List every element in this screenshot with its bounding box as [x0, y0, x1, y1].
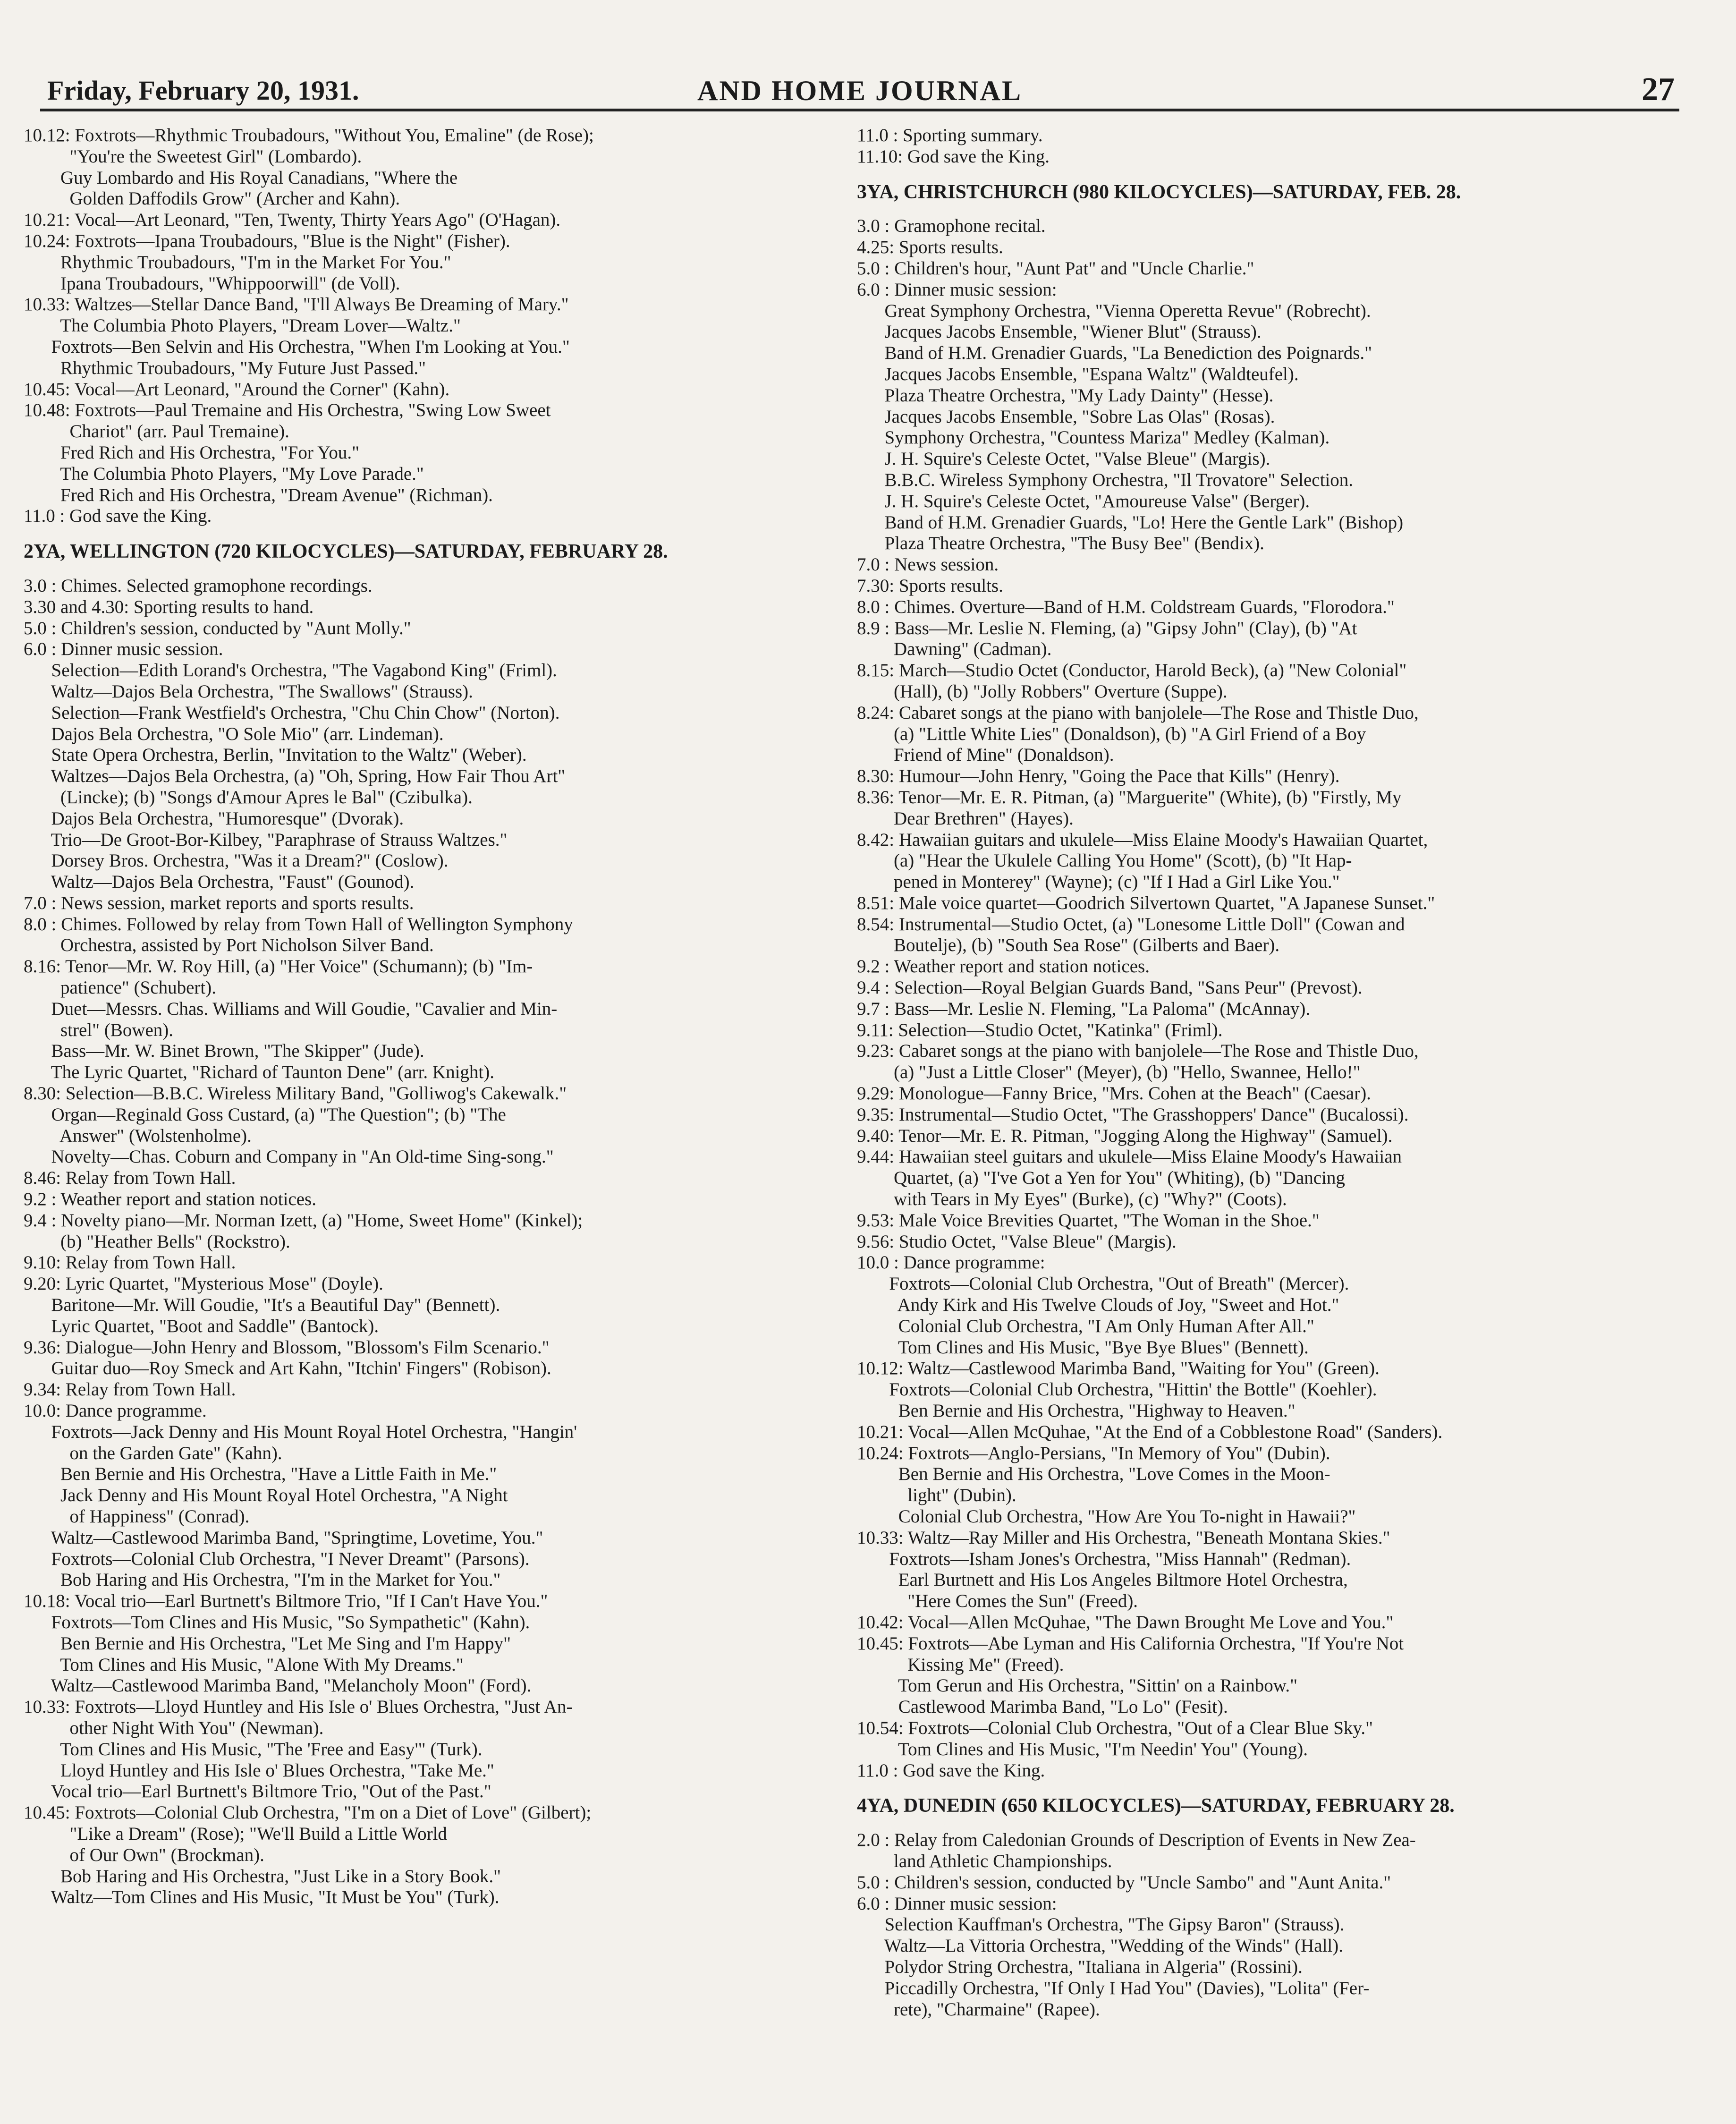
program-line: 10.24: Foxtrots—Anglo-Persians, "In Memory of You" (Dubin).	[857, 1443, 1330, 1463]
program-line: 10.42: Vocal—Allen McQuhae, "The Dawn Brought Me Love and You."	[857, 1612, 1394, 1632]
program-line: (a) "Just a Little Closer" (Meyer), (b) "Hello, Swannee, Hello!"	[857, 1062, 1361, 1083]
program-line: 9.53: Male Voice Brevities Quartet, "The Woman in the Shoe."	[857, 1210, 1320, 1231]
program-line: Tom Clines and His Music, "Bye Bye Blues" (Bennett).	[857, 1337, 1309, 1358]
program-line: 9.23: Cabaret songs at the piano with banjolele—The Rose and Thistle Duo,	[857, 1041, 1419, 1062]
program-line: J. H. Squire's Celeste Octet, "Valse Bleue" (Margis).	[857, 449, 1270, 469]
program-line: 6.0 : Dinner music session:	[857, 279, 1057, 300]
program-line: Tom Clines and His Music, "I'm Needin' You" (Young).	[857, 1739, 1308, 1759]
program-line: Tom Gerun and His Orchestra, "Sittin' on a Rainbow."	[857, 1675, 1298, 1696]
program-line: Band of H.M. Grenadier Guards, "Lo! Here the Gentle Lark" (Bishop)	[857, 512, 1404, 533]
program-line: 10.33: Waltz—Ray Miller and His Orchestra, "Beneath Montana Skies."	[857, 1527, 1390, 1548]
program-line: 9.7 : Bass—Mr. Leslie N. Fleming, "La Paloma" (McAnnay).	[857, 998, 1311, 1019]
program-line: Tom Clines and His Music, "Alone With My Dreams."	[24, 1654, 464, 1675]
program-line: 10.18: Vocal trio—Earl Burtnett's Biltmore Trio, "If I Can't Have You."	[24, 1591, 548, 1612]
program-line: 10.12: Foxtrots—Rhythmic Troubadours, "Without You, Emaline" (de Rose);	[24, 125, 594, 145]
program-line: "Like a Dream" (Rose); "We'll Build a Little World	[24, 1823, 447, 1844]
program-line: Guy Lombardo and His Royal Canadians, "Where the	[24, 167, 458, 188]
program-line: Foxtrots—Colonial Club Orchestra, "Out of Breath" (Mercer).	[857, 1274, 1349, 1294]
program-line: Bob Haring and His Orchestra, "I'm in the Market for You."	[24, 1570, 501, 1590]
program-line: 10.54: Foxtrots—Colonial Club Orchestra, "Out of a Clear Blue Sky."	[857, 1717, 1373, 1738]
program-line: 9.2 : Weather report and station notices.	[857, 956, 1150, 977]
program-line: Ipana Troubadours, "Whippoorwill" (de Voll).	[24, 273, 400, 294]
program-line: land Athletic Championships.	[857, 1851, 1112, 1871]
program-line: Novelty—Chas. Coburn and Company in "An Old-time Sing-song."	[24, 1147, 554, 1167]
program-line: 8.16: Tenor—Mr. W. Roy Hill, (a) "Her Voice" (Schumann); (b) "Im-	[24, 956, 533, 977]
program-line: 7.30: Sports results.	[857, 575, 1003, 596]
program-line: 10.0 : Dance programme:	[857, 1252, 1045, 1273]
program-line: 9.40: Tenor—Mr. E. R. Pitman, "Jogging Along the Highway" (Samuel).	[857, 1125, 1393, 1146]
program-line: Ben Bernie and His Orchestra, "Have a Little Faith in Me."	[24, 1464, 497, 1485]
program-line: 10.48: Foxtrots—Paul Tremaine and His Orchestra, "Swing Low Sweet	[24, 400, 551, 421]
program-line: Golden Daffodils Grow" (Archer and Kahn).	[24, 188, 400, 209]
program-line: of Our Own" (Brockman).	[24, 1844, 264, 1865]
program-line: 8.9 : Bass—Mr. Leslie N. Fleming, (a) "Gipsy John" (Clay), (b) "At	[857, 618, 1357, 638]
station-heading: 2YA, WELLINGTON (720 KILOCYCLES)—SATURDAY, FEBRUARY 28.	[24, 541, 668, 563]
program-line: 3.0 : Chimes. Selected gramophone recordings.	[24, 575, 373, 596]
program-line: J. H. Squire's Celeste Octet, "Amoureuse Valse" (Berger).	[857, 491, 1310, 511]
program-line: Waltz—Tom Clines and His Music, "It Must be You" (Turk).	[24, 1887, 500, 1908]
program-line: 10.45: Foxtrots—Colonial Club Orchestra, "I'm on a Diet of Love" (Gilbert);	[24, 1802, 592, 1823]
program-line: Orchestra, assisted by Port Nicholson Silver Band.	[24, 935, 434, 956]
program-line: 8.51: Male voice quartet—Goodrich Silvertown Quartet, "A Japanese Sunset."	[857, 892, 1435, 913]
program-line: 9.11: Selection—Studio Octet, "Katinka" (Friml).	[857, 1020, 1223, 1040]
program-line: Ben Bernie and His Orchestra, "Love Comes in the Moon-	[857, 1464, 1330, 1485]
program-line: 10.24: Foxtrots—Ipana Troubadours, "Blue is the Night" (Fisher).	[24, 230, 510, 251]
program-line: Jack Denny and His Mount Royal Hotel Orchestra, "A Night	[24, 1485, 508, 1506]
program-line: 9.20: Lyric Quartet, "Mysterious Mose" (Doyle).	[24, 1274, 383, 1294]
program-line: 5.0 : Children's hour, "Aunt Pat" and "Uncle Charlie."	[857, 258, 1254, 279]
program-line: Rhythmic Troubadours, "My Future Just Passed."	[24, 357, 426, 378]
program-line: The Columbia Photo Players, "Dream Lover—Waltz."	[24, 315, 461, 336]
program-line: 11.0 : God save the King.	[24, 506, 212, 527]
program-line: Piccadilly Orchestra, "If Only I Had You" (Davies), "Lolita" (Fer-	[857, 1978, 1370, 1998]
program-line: (a) "Little White Lies" (Donaldson), (b) "A Girl Friend of a Boy	[857, 723, 1366, 744]
program-line: Fred Rich and His Orchestra, "Dream Avenue" (Richman).	[24, 484, 493, 505]
program-line: Earl Burtnett and His Los Angeles Biltmore Hotel Orchestra,	[857, 1570, 1348, 1590]
program-line: (Lincke); (b) "Songs d'Amour Apres le Bal" (Czibulka).	[24, 787, 473, 807]
program-line: 11.0 : Sporting summary.	[857, 125, 1043, 145]
program-line: 10.33: Foxtrots—Lloyd Huntley and His Isle o' Blues Orchestra, "Just An-	[24, 1697, 573, 1717]
program-line: 7.0 : News session.	[857, 554, 999, 575]
program-line: 2.0 : Relay from Caledonian Grounds of Description of Events in New Zea-	[857, 1830, 1416, 1851]
program-line: 6.0 : Dinner music session:	[857, 1893, 1057, 1914]
program-line: Boutelje), (b) "South Sea Rose" (Gilberts and Baer).	[857, 935, 1280, 956]
program-line: 7.0 : News session, market reports and sports results.	[24, 892, 414, 913]
program-line: Dear Brethren" (Hayes).	[857, 808, 1074, 829]
program-line: 10.21: Vocal—Allen McQuhae, "At the End of a Cobblestone Road" (Sanders).	[857, 1421, 1443, 1442]
program-line: Jacques Jacobs Ensemble, "Espana Waltz" (Waldteufel).	[857, 364, 1299, 384]
program-line: Waltzes—Dajos Bela Orchestra, (a) "Oh, Spring, How Fair Thou Art"	[24, 766, 566, 787]
program-line: Bob Haring and His Orchestra, "Just Like in a Story Book."	[24, 1866, 501, 1886]
program-line: Ben Bernie and His Orchestra, "Highway to Heaven."	[857, 1401, 1296, 1421]
program-line: 9.2 : Weather report and station notices.	[24, 1189, 316, 1210]
program-line: 10.33: Waltzes—Stellar Dance Band, "I'll Always Be Dreaming of Mary."	[24, 294, 569, 315]
program-line: 8.0 : Chimes. Followed by relay from Town Hall of Wellington Symphony	[24, 914, 573, 935]
program-line: 8.42: Hawaiian guitars and ukulele—Miss Elaine Moody's Hawaiian Quartet,	[857, 829, 1428, 850]
program-line: 8.0 : Chimes. Overture—Band of H.M. Coldstream Guards, "Florodora."	[857, 596, 1395, 617]
program-line: Duet—Messrs. Chas. Williams and Will Goudie, "Cavalier and Min-	[24, 998, 558, 1019]
program-line: of Happiness" (Conrad).	[24, 1506, 250, 1527]
program-line: 10.0: Dance programme.	[24, 1401, 207, 1421]
program-line: with Tears in My Eyes" (Burke), (c) "Why?" (Coots).	[857, 1189, 1287, 1210]
program-line: Plaza Theatre Orchestra, "My Lady Dainty" (Hesse).	[857, 385, 1274, 406]
program-line: The Lyric Quartet, "Richard of Taunton Dene" (arr. Knight).	[24, 1062, 494, 1083]
issue-date: Friday, February 20, 1931.	[47, 75, 359, 106]
program-line: Castlewood Marimba Band, "Lo Lo" (Fesit).	[857, 1697, 1228, 1717]
program-line: 8.30: Selection—B.B.C. Wireless Military Band, "Golliwog's Cakewalk."	[24, 1083, 567, 1104]
program-line: 5.0 : Children's session, conducted by "Uncle Sambo" and "Aunt Anita."	[857, 1872, 1391, 1893]
program-line: Selection—Frank Westfield's Orchestra, "Chu Chin Chow" (Norton).	[24, 702, 560, 723]
program-line: 11.0 : God save the King.	[857, 1760, 1045, 1781]
program-line: "Here Comes the Sun" (Freed).	[857, 1591, 1138, 1612]
program-line: Lyric Quartet, "Boot and Saddle" (Bantock).	[24, 1316, 379, 1336]
program-line: rete), "Charmaine" (Rapee).	[857, 1999, 1100, 2020]
program-line: 8.36: Tenor—Mr. E. R. Pitman, (a) "Marguerite" (White), (b) "Firstly, My	[857, 787, 1402, 807]
program-line: 9.34: Relay from Town Hall.	[24, 1379, 236, 1400]
program-line: Dorsey Bros. Orchestra, "Was it a Dream?" (Coslow).	[24, 850, 449, 871]
program-line: Rhythmic Troubadours, "I'm in the Market For You."	[24, 252, 451, 272]
program-line: 8.15: March—Studio Octet (Conductor, Harold Beck), (a) "New Colonial"	[857, 660, 1407, 681]
program-line: 11.10: God save the King.	[857, 146, 1050, 167]
program-line: Dajos Bela Orchestra, "Humoresque" (Dvorak).	[24, 808, 404, 829]
journal-title: AND HOME JOURNAL	[697, 75, 1022, 106]
program-line: Guitar duo—Roy Smeck and Art Kahn, "Itchin' Fingers" (Robison).	[24, 1358, 551, 1379]
program-line: 10.21: Vocal—Art Leonard, "Ten, Twenty, Thirty Years Ago" (O'Hagan).	[24, 210, 561, 230]
program-line: 10.12: Waltz—Castlewood Marimba Band, "Waiting for You" (Green).	[857, 1358, 1380, 1379]
program-line: light" (Dubin).	[857, 1485, 1016, 1506]
program-line: Colonial Club Orchestra, "How Are You To-night in Hawaii?"	[857, 1506, 1356, 1527]
program-line: Great Symphony Orchestra, "Vienna Operetta Revue" (Robrecht).	[857, 300, 1371, 321]
program-line: (b) "Heather Bells" (Rockstro).	[24, 1231, 290, 1252]
program-line: Friend of Mine" (Donaldson).	[857, 745, 1114, 765]
program-line: Answer" (Wolstenholme).	[24, 1125, 252, 1146]
program-line: pened in Monterey" (Wayne); (c) "If I Had a Girl Like You."	[857, 872, 1340, 892]
program-line: 8.30: Humour—John Henry, "Going the Pace that Kills" (Henry).	[857, 766, 1340, 787]
program-line: 4.25: Sports results.	[857, 237, 1003, 258]
program-line: Polydor String Orchestra, "Italiana in Algeria" (Rossini).	[857, 1956, 1303, 1977]
left-column	[24, 125, 821, 1908]
program-line: Waltz—Dajos Bela Orchestra, "Faust" (Gounod).	[24, 872, 415, 892]
page-number: 27	[1642, 71, 1675, 108]
program-line: 10.45: Vocal—Art Leonard, "Around the Corner" (Kahn).	[24, 379, 450, 399]
program-line: 8.54: Instrumental—Studio Octet, (a) "Lonesome Little Doll" (Cowan and	[857, 914, 1405, 935]
station-heading: 4YA, DUNEDIN (650 KILOCYCLES)—SATURDAY, FEBRUARY 28.	[857, 1795, 1455, 1817]
program-line: Fred Rich and His Orchestra, "For You."	[24, 442, 360, 463]
program-line: Foxtrots—Jack Denny and His Mount Royal Hotel Orchestra, "Hangin'	[24, 1421, 577, 1442]
program-line: Waltz—La Vittoria Orchestra, "Wedding of the Winds" (Hall).	[857, 1936, 1343, 1956]
program-line: Vocal trio—Earl Burtnett's Biltmore Trio, "Out of the Past."	[24, 1781, 491, 1802]
program-line: 9.44: Hawaiian steel guitars and ukulele—Miss Elaine Moody's Hawaiian	[857, 1147, 1402, 1167]
program-line: 9.29: Monologue—Fanny Brice, "Mrs. Cohen at the Beach" (Caesar).	[857, 1083, 1371, 1104]
program-line: Chariot" (arr. Paul Tremaine).	[24, 421, 289, 442]
program-line: Foxtrots—Tom Clines and His Music, "So Sympathetic" (Kahn).	[24, 1612, 530, 1632]
program-line: Kissing Me" (Freed).	[857, 1654, 1064, 1675]
program-line: State Opera Orchestra, Berlin, "Invitation to the Waltz" (Weber).	[24, 745, 527, 765]
station-heading: 3YA, CHRISTCHURCH (980 KILOCYCLES)—SATURDAY, FEB. 28.	[857, 181, 1461, 203]
program-line: Selection Kauffman's Orchestra, "The Gipsy Baron" (Strauss).	[857, 1914, 1345, 1935]
program-line: Waltz—Castlewood Marimba Band, "Melancholy Moon" (Ford).	[24, 1675, 532, 1696]
program-line: patience" (Schubert).	[24, 977, 216, 998]
program-line: Band of H.M. Grenadier Guards, "La Benediction des Poignards."	[857, 343, 1372, 364]
program-line: Dajos Bela Orchestra, "O Sole Mio" (arr. Lindeman).	[24, 723, 444, 744]
program-line: 3.0 : Gramophone recital.	[857, 216, 1046, 237]
program-line: 9.4 : Selection—Royal Belgian Guards Band, "Sans Peur" (Prevost).	[857, 977, 1363, 998]
program-line: Symphony Orchestra, "Countess Mariza" Medley (Kalman).	[857, 427, 1330, 448]
program-line: 9.35: Instrumental—Studio Octet, "The Grasshoppers' Dance" (Bucalossi).	[857, 1104, 1409, 1125]
program-line: Jacques Jacobs Ensemble, "Wiener Blut" (Strauss).	[857, 322, 1262, 342]
program-line: Waltz—Castlewood Marimba Band, "Springtime, Lovetime, You."	[24, 1527, 543, 1548]
program-line: other Night With You" (Newman).	[24, 1717, 324, 1738]
program-line: 9.56: Studio Octet, "Valse Bleue" (Margis).	[857, 1231, 1177, 1252]
program-line: The Columbia Photo Players, "My Love Parade."	[24, 463, 424, 484]
program-line: Baritone—Mr. Will Goudie, "It's a Beautiful Day" (Bennett).	[24, 1295, 500, 1316]
program-line: 9.4 : Novelty piano—Mr. Norman Izett, (a) "Home, Sweet Home" (Kinkel);	[24, 1210, 583, 1231]
masthead	[40, 66, 1679, 111]
program-line: B.B.C. Wireless Symphony Orchestra, "Il Trovatore" Selection.	[857, 469, 1354, 490]
program-line: Quartet, (a) "I've Got a Yen for You" (Whiting), (b) "Dancing	[857, 1168, 1345, 1189]
program-line: Plaza Theatre Orchestra, "The Busy Bee" (Bendix).	[857, 533, 1264, 554]
program-line: 9.10: Relay from Town Hall.	[24, 1252, 236, 1273]
right-column	[857, 125, 1641, 2020]
program-line: 9.36: Dialogue—John Henry and Blossom, "Blossom's Film Scenario."	[24, 1337, 550, 1358]
program-line: 6.0 : Dinner music session.	[24, 639, 223, 660]
program-line: Waltz—Dajos Bela Orchestra, "The Swallows" (Strauss).	[24, 681, 473, 702]
program-line: Foxtrots—Colonial Club Orchestra, "Hittin' the Bottle" (Koehler).	[857, 1379, 1377, 1400]
program-line: Organ—Reginald Goss Custard, (a) "The Question"; (b) "The	[24, 1104, 506, 1125]
program-line: Bass—Mr. W. Binet Brown, "The Skipper" (Jude).	[24, 1041, 424, 1062]
program-line: 5.0 : Children's session, conducted by "Aunt Molly."	[24, 618, 411, 638]
program-line: Ben Bernie and His Orchestra, "Let Me Sing and I'm Happy"	[24, 1633, 511, 1654]
program-line: Jacques Jacobs Ensemble, "Sobre Las Olas" (Rosas).	[857, 406, 1275, 427]
program-line: 3.30 and 4.30: Sporting results to hand.	[24, 596, 314, 617]
program-line: 8.46: Relay from Town Hall.	[24, 1168, 236, 1189]
program-line: Foxtrots—Isham Jones's Orchestra, "Miss Hannah" (Redman).	[857, 1548, 1351, 1569]
program-line: (a) "Hear the Ukulele Calling You Home" (Scott), (b) "It Hap-	[857, 850, 1352, 871]
program-line: Lloyd Huntley and His Isle o' Blues Orchestra, "Take Me."	[24, 1760, 494, 1781]
program-line: Dawning" (Cadman).	[857, 639, 1052, 660]
program-line: (Hall), (b) "Jolly Robbers" Overture (Suppe).	[857, 681, 1228, 702]
program-line: Foxtrots—Colonial Club Orchestra, "I Never Dreamt" (Parsons).	[24, 1548, 530, 1569]
program-line: 10.45: Foxtrots—Abe Lyman and His California Orchestra, "If You're Not	[857, 1633, 1404, 1654]
program-line: 8.24: Cabaret songs at the piano with banjolele—The Rose and Thistle Duo,	[857, 702, 1419, 723]
program-line: strel" (Bowen).	[24, 1020, 174, 1040]
program-line: Tom Clines and His Music, "The 'Free and Easy'" (Turk).	[24, 1739, 483, 1759]
program-line: Colonial Club Orchestra, "I Am Only Human After All."	[857, 1316, 1314, 1336]
program-line: Selection—Edith Lorand's Orchestra, "The Vagabond King" (Friml).	[24, 660, 557, 681]
program-line: "You're the Sweetest Girl" (Lombardo).	[24, 146, 362, 167]
program-line: Andy Kirk and His Twelve Clouds of Joy, "Sweet and Hot."	[857, 1295, 1339, 1316]
program-line: on the Garden Gate" (Kahn).	[24, 1443, 282, 1463]
program-line: Trio—De Groot-Bor-Kilbey, "Paraphrase of Strauss Waltzes."	[24, 829, 508, 850]
program-line: Foxtrots—Ben Selvin and His Orchestra, "When I'm Looking at You."	[24, 336, 570, 357]
